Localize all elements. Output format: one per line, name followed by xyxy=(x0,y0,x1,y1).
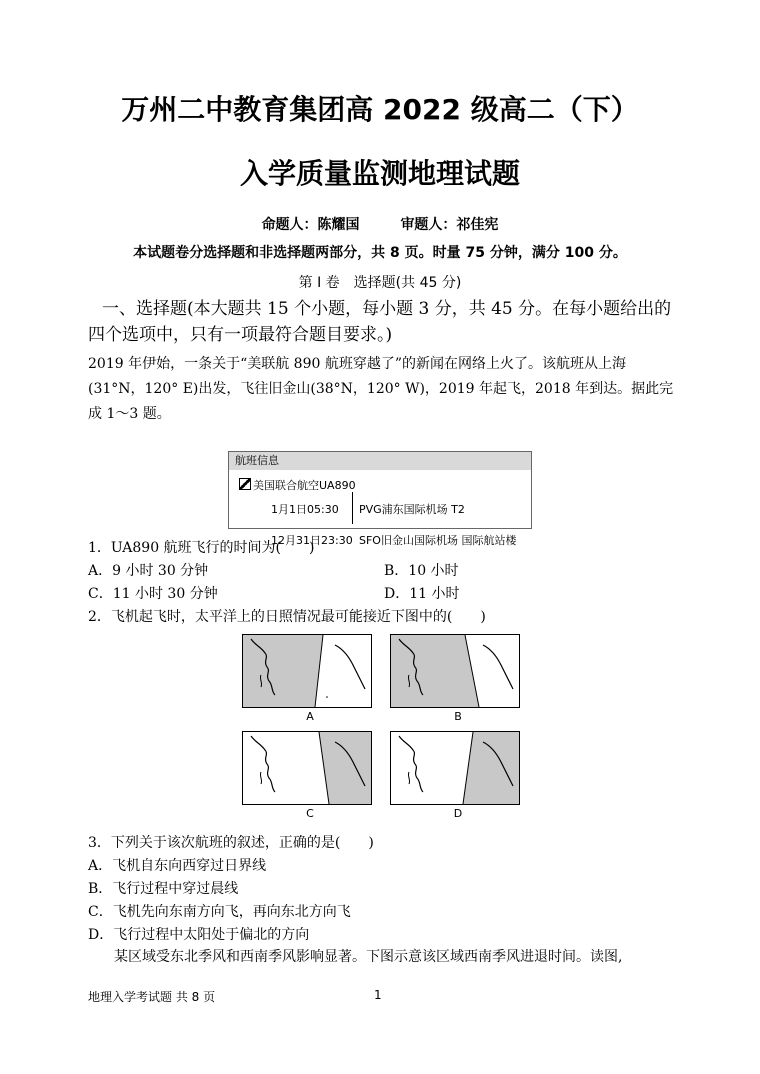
q3-option-b: B．飞行过程中穿过晨线 xyxy=(88,881,239,897)
airline-name: 美国联合航空UA890 xyxy=(253,479,356,492)
map-b-figure xyxy=(391,635,519,707)
intro-line-3: 成 1～3 题。 xyxy=(88,406,171,422)
arrival-time: 12月31日23:30 xyxy=(271,534,353,547)
next-passage-intro: 某区域受东北季风和西南季风影响显著。下图示意该区域西南季风进退时间。读图, xyxy=(114,949,623,965)
instruction-line-1: 一、选择题(本大题共 15 个小题，每小题 3 分，共 45 分。在每小题给出的 xyxy=(102,299,672,319)
intro-line-2: (31°N，120° E)出发，飞往旧金山(38°N，120° W)，2019 年起飞，2018 年到达。据此完 xyxy=(88,381,674,397)
map-a xyxy=(242,634,372,708)
section-title: 第 Ⅰ 卷 选择题(共 45 分) xyxy=(298,275,462,291)
map-label-b: B xyxy=(454,710,462,723)
title-line-2: 入学质量监测地理试题 xyxy=(239,157,520,190)
map-d-figure xyxy=(391,732,519,804)
flight-info-image xyxy=(228,451,532,547)
q1-option-c: C．11 小时 30 分钟 xyxy=(88,586,218,602)
footer-left: 地理入学考试题 共 8 页 xyxy=(88,990,216,1004)
instruction-line-2: 四个选项中，只有一项最符合题目要求。) xyxy=(88,325,393,345)
q2-stem: 2．飞机起飞时，太平洋上的日照情况最可能接近下图中的( ) xyxy=(88,609,486,625)
airline-icon xyxy=(239,478,251,490)
title-line-1: 万州二中教育集团高 2022 级高二（下） xyxy=(121,93,639,126)
flight-info-header: 航班信息 xyxy=(229,452,531,470)
instructions xyxy=(88,296,688,348)
map-label-c: C xyxy=(306,807,314,820)
timeline-divider xyxy=(352,492,353,524)
arrival-airport: SFO旧金山国际机场 国际航站楼 xyxy=(359,534,517,547)
q3-option-d: D．飞行过程中太阳处于偏北的方向 xyxy=(88,927,310,943)
intro-line-1: 2019 年伊始，一条关于“美联航 890 航班穿越了”的新闻在网络上火了。该航班从上海 xyxy=(88,356,627,372)
q3-option-a: A．飞机自东向西穿过日界线 xyxy=(88,858,267,874)
q3-stem: 3．下列关于该次航班的叙述，正确的是( ) xyxy=(88,835,374,851)
departure-time: 1月1日05:30 xyxy=(271,503,339,516)
airline-row xyxy=(239,477,356,493)
authors-line xyxy=(0,214,760,234)
passage-intro xyxy=(88,352,688,427)
departure-airport: PVG浦东国际机场 T2 xyxy=(359,503,465,516)
map-d xyxy=(390,731,520,805)
map-b xyxy=(390,634,520,708)
reviewer: 审题人：祁佳宪 xyxy=(400,217,499,233)
q1-stem: 1．UA890 航班飞行的时间为( ) xyxy=(88,540,315,556)
map-c xyxy=(242,731,372,805)
exam-info: 本试题卷分选择题和非选择题两部分，共 8 页。时量 75 分钟，满分 100 分。 xyxy=(133,245,627,261)
q3-option-c: C．飞机先向东南方向飞，再向东北方向飞 xyxy=(88,904,351,920)
map-c-figure xyxy=(243,732,371,804)
map-a-figure xyxy=(243,635,371,707)
author: 命题人：陈耀国 xyxy=(261,217,360,233)
map-label-d: D xyxy=(453,807,463,820)
q1-option-b: B．10 小时 xyxy=(384,563,459,579)
page-number: 1 xyxy=(374,988,382,1002)
q1-option-d: D．11 小时 xyxy=(384,586,460,602)
map-label-a: A xyxy=(306,710,314,723)
q1-option-a: A．9 小时 30 分钟 xyxy=(88,563,209,579)
